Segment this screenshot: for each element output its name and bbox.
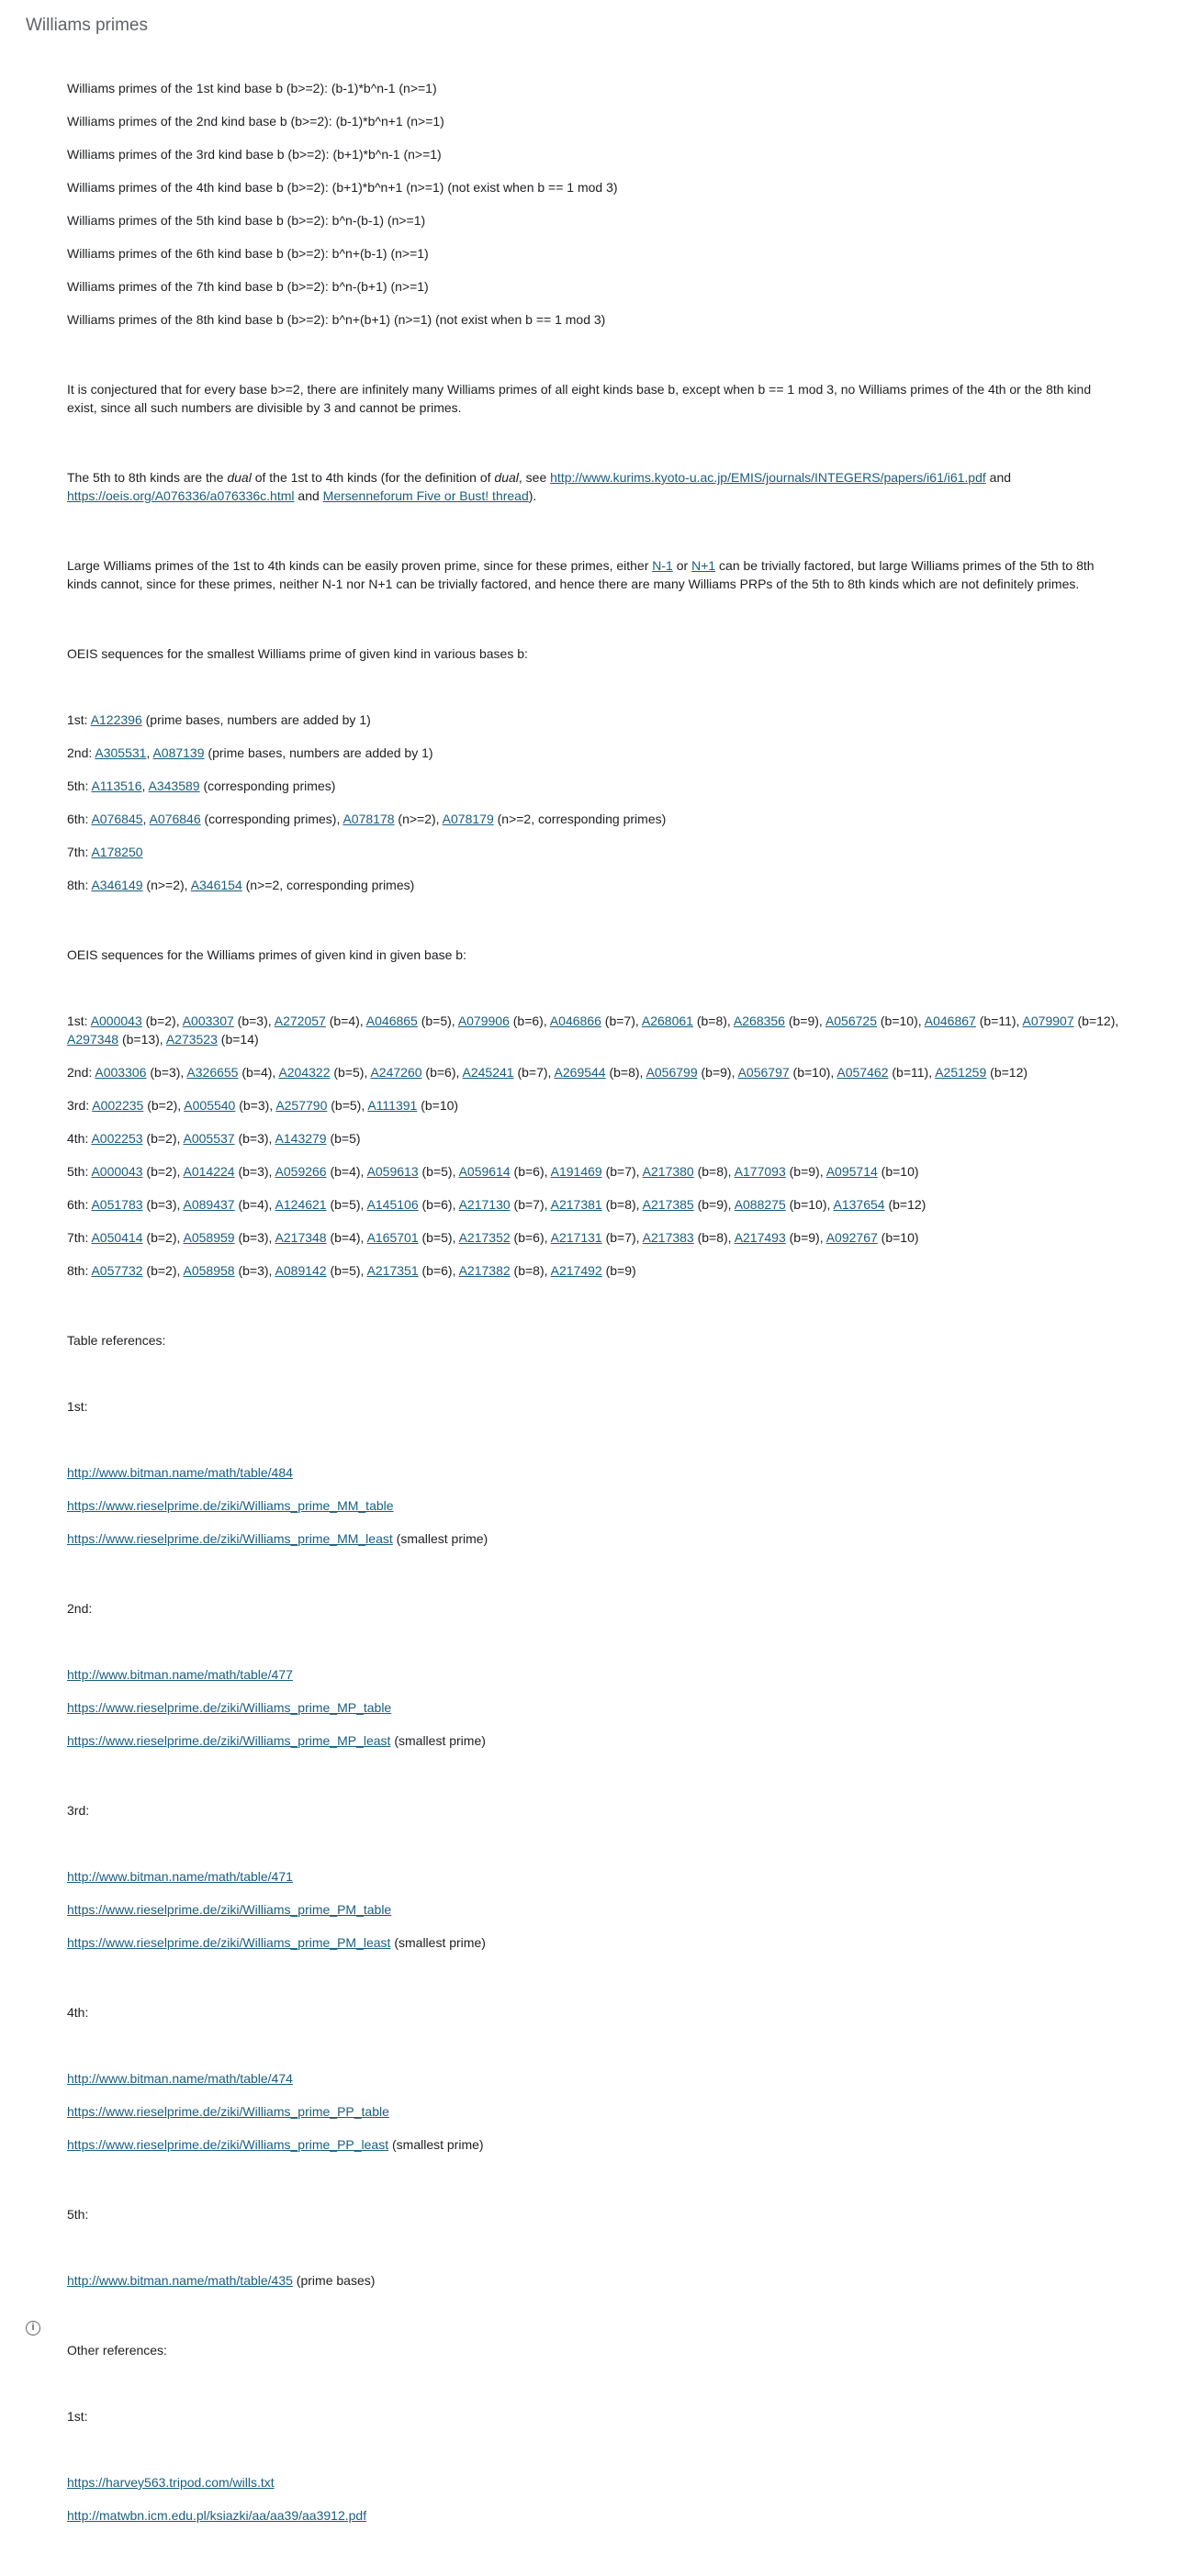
list-item-text: (b=11), [888,1065,936,1080]
list-item [67,810,1123,828]
list-item-text: (smallest prime) [388,2137,484,2152]
list-item-text: (b=10) [877,1164,919,1179]
definition-item: Williams primes of the 7th kind base b (b>=2): b^n-(b+1) (n>=1) [67,279,429,294]
reference-link[interactable]: https://www.rieselprime.de/ziki/Williams_prime_MM_table [67,1498,394,1513]
oeis-sequence-link[interactable]: A000043 [90,1014,142,1028]
oeis-sequence-link[interactable]: A137654 [833,1197,885,1212]
info-icon[interactable]: i [26,2321,40,2335]
reference-link[interactable]: http://www.bitman.name/math/table/484 [67,1465,293,1480]
list-item-text: (b=6), [509,1014,550,1028]
reference-kind-label: 3rd: [67,1803,90,1818]
oeis-sequence-link[interactable]: A217352 [458,1230,511,1245]
oeis-sequence-link[interactable]: A217492 [550,1263,602,1278]
list-item-text: (b=10) [877,1230,919,1245]
list-item [67,1228,1123,1247]
list-item [67,1900,1123,1919]
list-item-text: (b=7), [601,1230,643,1245]
oeis-sequence-link[interactable]: A092767 [825,1230,878,1245]
list-item-text: (b=9), [785,1164,826,1179]
oeis-sequence-link[interactable]: A000043 [91,1164,143,1179]
list-item-text: (b=9), [697,1065,738,1080]
oeis-sequence-link[interactable]: A078179 [442,812,494,826]
list-item-text: (b=6), [418,1197,459,1212]
oeis-sequence-link[interactable]: A005537 [183,1131,235,1146]
list-item-text: (b=7), [601,1164,643,1179]
oeis-sequence-link[interactable]: A273523 [165,1032,218,1047]
oeis-sequence-link[interactable]: A217130 [458,1197,511,1212]
list-item [67,1261,1123,1280]
list-item-text: (smallest prime) [390,1733,486,1748]
oeis-sequence-link[interactable]: A014224 [183,1164,235,1179]
list-item-text: 8th: [67,878,92,892]
reference-link[interactable]: https://www.rieselprime.de/ziki/Williams_prime_MP_table [67,1700,392,1715]
oeis-sequence-link[interactable]: A058958 [183,1263,235,1278]
list-item-text: (b=3), [233,1014,275,1028]
oeis-sequence-link[interactable]: A268061 [641,1014,693,1028]
list-item-text: (b=6), [510,1230,551,1245]
oeis-sequence-link[interactable]: A056725 [825,1014,877,1028]
list-item-text: (b=5), [418,1164,459,1179]
list-item-text: 4th: [67,1131,92,1146]
oeis-sequence-link[interactable]: A095714 [825,1164,878,1179]
list-item-text: (b=4), [326,1164,367,1179]
reference-link[interactable]: http://www.bitman.name/math/table/471 [67,1869,293,1884]
oeis-sequence-link[interactable]: A076846 [149,812,201,826]
list-item [67,2271,1123,2290]
list-item-text: (b=5), [418,1230,459,1245]
oeis-sequence-link[interactable]: A165701 [366,1230,419,1245]
oeis-sequence-link[interactable]: A346149 [91,878,143,892]
definition-item: Williams primes of the 5th kind base b (b>=2): b^n-(b-1) (n>=1) [67,213,426,228]
oeis-sequence-link[interactable]: A217382 [458,1263,511,1278]
oeis-sequence-link[interactable]: A143279 [275,1131,327,1146]
oeis-sequence-link[interactable]: A191469 [550,1164,602,1179]
oeis-sequence-link[interactable]: A113516 [91,778,142,793]
reference-link[interactable]: https://www.rieselprime.de/ziki/Williams_prime_PP_table [67,2104,389,2119]
oeis-sequence-link[interactable]: A002253 [91,1131,143,1146]
list-item-text: (b=4), [234,1197,275,1212]
list-item-text: (b=2), [142,1131,184,1146]
list-item-text: (b=2), [142,1230,184,1245]
list-item [67,2069,1123,2088]
list-item [67,1867,1123,1886]
oeis-sequence-link[interactable]: A059613 [366,1164,419,1179]
list-item-text: (b=10), [785,1197,834,1212]
list-item-text: (b=3), [234,1263,275,1278]
list-item [67,744,1123,762]
list-item-text: (b=8), [692,1014,734,1028]
list-item-text: 7th: [67,845,92,859]
oeis-sequence-link[interactable]: A058959 [183,1230,235,1245]
section-heading: Other references: [67,2343,167,2358]
list-item-text: (corresponding primes) [199,778,336,793]
oeis-sequence-link[interactable]: A269544 [554,1065,606,1080]
reference-link[interactable]: https://www.rieselprime.de/ziki/Williams_prime_MM_least [67,1531,393,1546]
oeis-sequence-link[interactable]: A343589 [148,778,200,793]
oeis-sequence-link[interactable]: A076845 [91,812,143,826]
list-item-text: (b=4), [325,1014,366,1028]
list-item [67,1933,1123,1952]
list-item [67,1665,1123,1684]
reference-link[interactable]: http://www.bitman.name/math/table/474 [67,2071,293,2086]
list-item [67,2473,1123,2492]
mersenneforum-link[interactable]: Mersenneforum Five or Bust! thread [322,488,529,503]
oeis-sequence-link[interactable]: A217348 [275,1230,327,1245]
oeis-sequence-link[interactable]: A145106 [366,1197,419,1212]
reference-link[interactable]: https://www.rieselprime.de/ziki/Williams_prime_PM_table [67,1902,392,1917]
list-item-text: (n>=2), [142,878,191,892]
oeis-sequence-link[interactable]: A089437 [183,1197,235,1212]
other-references [67,2407,1123,2576]
oeis-a076336-link[interactable]: https://oeis.org/A076336/a076336c.html [67,488,295,503]
list-item-text: (b=2), [143,1098,185,1113]
list-item [67,1012,1123,1048]
list-item-text: 5th: [67,778,92,793]
oeis-sequence-link[interactable]: A217385 [642,1197,694,1212]
reference-kind-label: 4th: [67,2005,89,2020]
oeis-sequence-link[interactable]: A079906 [457,1014,510,1028]
definition-item: Williams primes of the 8th kind base b (b>=2): b^n+(b+1) (n>=1) (not exist when b == 1 mod 3) [67,312,606,327]
definition-item: Williams primes of the 6th kind base b (b>=2): b^n+(b-1) (n>=1) [67,246,429,261]
oeis-sequence-link[interactable]: A088275 [734,1197,786,1212]
list-item-text: (b=11), [975,1014,1023,1028]
definition-item: Williams primes of the 4th kind base b (b>=2): (b+1)*b^n+1 (n>=1) (not exist when b == 1 mod 3) [67,180,618,195]
list-item-text: (b=9) [601,1263,636,1278]
table-references [67,1397,1123,2341]
list-item-text: (b=9), [784,1014,825,1028]
oeis-sequence-link[interactable]: A059266 [275,1164,327,1179]
list-item-text: (b=9), [693,1197,735,1212]
oeis-sequence-link[interactable]: A346154 [190,878,242,892]
list-item-text: 5th: [67,1164,92,1179]
oeis-sequence-link[interactable]: A305531 [95,745,147,760]
oeis-sequence-link[interactable]: A046865 [365,1014,418,1028]
list-item-text: (b=3), [235,1098,276,1113]
oeis-sequence-link[interactable]: A002235 [92,1098,144,1113]
list-item-text: (b=4), [326,1230,367,1245]
list-item-text: (b=10), [789,1065,837,1080]
reference-link[interactable]: http://www.bitman.name/math/table/435 [67,2273,293,2288]
list-item-text: (b=8), [605,1065,646,1080]
oeis-sequence-link[interactable]: A051783 [91,1197,143,1212]
oeis-sequence-link[interactable]: A326655 [186,1065,239,1080]
oeis-sequence-link[interactable]: A087139 [152,745,205,760]
list-item-text: (b=2), [142,1263,184,1278]
oeis-sequence-link[interactable]: A089142 [275,1263,327,1278]
list-item-text: 1st: [67,712,91,727]
definition-item: Williams primes of the 3rd kind base b (b>=2): (b+1)*b^n-1 (n>=1) [67,147,442,162]
list-item-text: (b=6), [510,1164,551,1179]
list-item-text: (b=9), [785,1230,826,1245]
list-item-text: 8th: [67,1263,92,1278]
oeis-sequence-link[interactable]: A003306 [95,1065,147,1080]
list-item-text: (b=8), [693,1164,735,1179]
list-item-text: (b=5), [330,1065,371,1080]
oeis-sequence-link[interactable]: A177093 [734,1164,786,1179]
list-item-text: (b=5), [326,1197,367,1212]
oeis-base-list [67,1012,1123,1280]
n-minus-1-link[interactable]: N-1 [652,558,673,573]
list-item [67,1731,1123,1750]
list-item-text: (b=8), [693,1230,735,1245]
list-item-text: (b=7), [510,1197,551,1212]
section-heading: Table references: [67,1333,166,1348]
oeis-sequence-link[interactable]: A217351 [366,1263,419,1278]
integers-paper-link[interactable]: http://www.kurims.kyoto-u.ac.jp/EMIS/journals/INTEGERS/papers/i61/i61.pdf [550,470,986,485]
list-item [67,1096,1123,1114]
section-heading: OEIS sequences for the Williams primes of given kind in given base b: [67,947,466,962]
list-item-text: 1st: [67,1014,91,1028]
reference-kind-label: 1st: [67,1399,88,1414]
list-item-text: (b=3), [234,1164,275,1179]
oeis-sequence-link[interactable]: A217493 [734,1230,786,1245]
list-item [67,876,1123,894]
oeis-sequence-link[interactable]: A297348 [67,1032,119,1047]
oeis-sequence-link[interactable]: A217381 [550,1197,602,1212]
list-item-text: (b=8), [510,1263,551,1278]
page-title: Williams primes [26,16,148,35]
oeis-sequence-link[interactable]: A217380 [642,1164,694,1179]
list-item-text: 2nd: [67,745,95,760]
oeis-sequence-link[interactable]: A124621 [275,1197,327,1212]
reference-kind-label: 5th: [67,2207,89,2222]
list-item-text: , [141,778,149,793]
list-item-text: (b=5), [327,1098,368,1113]
list-item-text: (n>=2, corresponding primes) [241,878,415,892]
list-item-text: (b=13), [118,1032,166,1047]
section-heading: OEIS sequences for the smallest Williams prime of given kind in various bases b: [67,646,528,661]
oeis-sequence-link[interactable]: A078178 [342,812,395,826]
oeis-sequence-link[interactable]: A217131 [550,1230,602,1245]
list-item-text: (smallest prime) [390,1935,486,1950]
reference-link[interactable]: https://www.rieselprime.de/ziki/Williams_prime_PP_least [67,2137,389,2152]
oeis-sequence-link[interactable]: A251259 [935,1065,987,1080]
list-item-text: (corresponding primes), [200,812,343,826]
oeis-sequence-link[interactable]: A057462 [837,1065,889,1080]
oeis-sequence-link[interactable]: A056797 [737,1065,790,1080]
list-item-text: (b=2), [142,1164,184,1179]
oeis-sequence-link[interactable]: A003307 [182,1014,234,1028]
oeis-sequence-link[interactable]: A046867 [924,1014,976,1028]
list-item [67,1129,1123,1148]
list-item [67,2102,1123,2121]
dual-term: dual [494,470,519,485]
document-body [67,79,1123,2576]
reference-kind-label: 2nd: [67,1601,93,1616]
list-item-text: , [146,745,153,760]
list-item [67,2135,1123,2154]
list-item [67,1698,1123,1717]
list-item-text: , [142,812,150,826]
list-item-text: (prime bases, numbers are added by 1) [141,712,371,727]
oeis-sequence-link[interactable]: A059614 [458,1164,511,1179]
list-item [67,843,1123,861]
reference-link[interactable]: https://www.rieselprime.de/ziki/Williams_prime_MP_least [67,1733,391,1748]
list-item-text: 6th: [67,812,92,826]
list-item [67,1529,1123,1548]
list-item-text: (b=5), [417,1014,458,1028]
list-item-text: (b=10), [877,1014,925,1028]
list-item-text: (b=12), [1073,1014,1119,1028]
oeis-sequence-link[interactable]: A204322 [278,1065,331,1080]
list-item-text: (n>=2), [394,812,443,826]
oeis-sequence-link[interactable]: A247260 [370,1065,422,1080]
oeis-smallest-list [67,711,1123,894]
oeis-sequence-link[interactable]: A057732 [91,1263,143,1278]
oeis-sequence-link[interactable]: A079907 [1022,1014,1074,1028]
definition-item: Williams primes of the 1st kind base b (b>=2): (b-1)*b^n-1 (n>=1) [67,81,437,95]
list-item-text: (b=4), [238,1065,279,1080]
oeis-sequence-link[interactable]: A272057 [274,1014,326,1028]
list-item [67,1063,1123,1081]
list-item [67,777,1123,795]
dual-term: dual [227,470,252,485]
list-item-text: (b=7), [513,1065,555,1080]
list-item-text: (b=7), [601,1014,642,1028]
list-item-text: (b=3), [142,1197,184,1212]
list-item-text: (b=12) [986,1065,1028,1080]
definitions-list [67,79,1123,329]
list-item-text: (b=3), [234,1131,275,1146]
definition-item: Williams primes of the 2nd kind base b (b>=2): (b-1)*b^n+1 (n>=1) [67,114,444,129]
oeis-sequence-link[interactable]: A005540 [184,1098,236,1113]
list-item-text: (b=5) [326,1131,361,1146]
oeis-sequence-link[interactable]: A268356 [733,1014,785,1028]
list-item [67,711,1123,729]
list-item-text: (b=5), [326,1263,367,1278]
oeis-sequence-link[interactable]: A122396 [90,712,142,727]
oeis-sequence-link[interactable]: A245241 [462,1065,514,1080]
list-item [67,1162,1123,1181]
list-item [67,1195,1123,1214]
reference-kind-label: 1st: [67,2409,88,2424]
list-item-text: (b=6), [421,1065,463,1080]
n-plus-1-link[interactable]: N+1 [691,558,716,573]
reference-link[interactable]: http://www.bitman.name/math/table/477 [67,1667,293,1682]
list-item-text: (b=14) [217,1032,259,1047]
list-item [67,1496,1123,1515]
list-item-text: (b=3), [146,1065,187,1080]
list-item-text: (b=3), [234,1230,275,1245]
oeis-sequence-link[interactable]: A056799 [646,1065,698,1080]
list-item-text: (prime bases) [292,2273,376,2288]
list-item [67,1463,1123,1482]
list-item-text: (b=2), [141,1014,183,1028]
dual-paragraph: The 5th to 8th kinds are the dual of the 1st to 4th kinds (for the definition of dual, see http://www.kurims.kyoto-u.ac.jp/EMIS/journals/INTEGERS/papers/i61/i61.pdf and https://oeis.org/A076336/a076336c.html and Mersenneforum Five or Bust! thread). [67,470,1012,503]
oeis-sequence-link[interactable]: A111391 [367,1098,418,1113]
list-item-text: 6th: [67,1197,92,1212]
list-item-text: 2nd: [67,1065,95,1080]
list-item-text: (n>=2, corresponding primes) [493,812,667,826]
list-item-text: 3rd: [67,1098,93,1113]
reference-link[interactable]: https://www.rieselprime.de/ziki/Williams_prime_PM_least [67,1935,391,1950]
reference-link[interactable]: http://matwbn.icm.edu.pl/ksiazki/aa/aa39/aa3912.pdf [67,2508,367,2523]
proven-paragraph: Large Williams primes of the 1st to 4th kinds can be easily proven prime, since for these primes, either N-1 or N+1 can be trivially factored, but large Williams primes of the 5th to 8th kinds cannot, since for these primes, neither N-1 nor N+1 can be trivially factored, and hence there are many Williams PRPs of the 5th to 8th kinds which are not definitely primes. [67,558,1095,591]
reference-link[interactable]: https://harvey563.tripod.com/wills.txt [67,2475,275,2490]
list-item-text: (prime bases, numbers are added by 1) [204,745,433,760]
oeis-sequence-link[interactable]: A257790 [275,1098,328,1113]
list-item-text: (b=10) [417,1098,459,1113]
oeis-sequence-link[interactable]: A050414 [91,1230,143,1245]
conjecture-paragraph: It is conjectured that for every base b>=2, there are infinitely many Williams primes of all eight kinds base b, except when b == 1 mod 3, no Williams primes of the 4th or the 8th kind exist, since all such numbers are divisible by 3 and cannot be primes. [67,382,1092,415]
list-item [67,2506,1123,2525]
list-item-text: (b=12) [884,1197,926,1212]
list-item-text: (b=8), [601,1197,643,1212]
list-item-text: (smallest prime) [392,1531,488,1546]
list-item-text: 7th: [67,1230,92,1245]
list-item-text: (b=6), [418,1263,459,1278]
oeis-sequence-link[interactable]: A217383 [642,1230,694,1245]
oeis-sequence-link[interactable]: A178250 [91,845,143,859]
oeis-sequence-link[interactable]: A046866 [549,1014,601,1028]
